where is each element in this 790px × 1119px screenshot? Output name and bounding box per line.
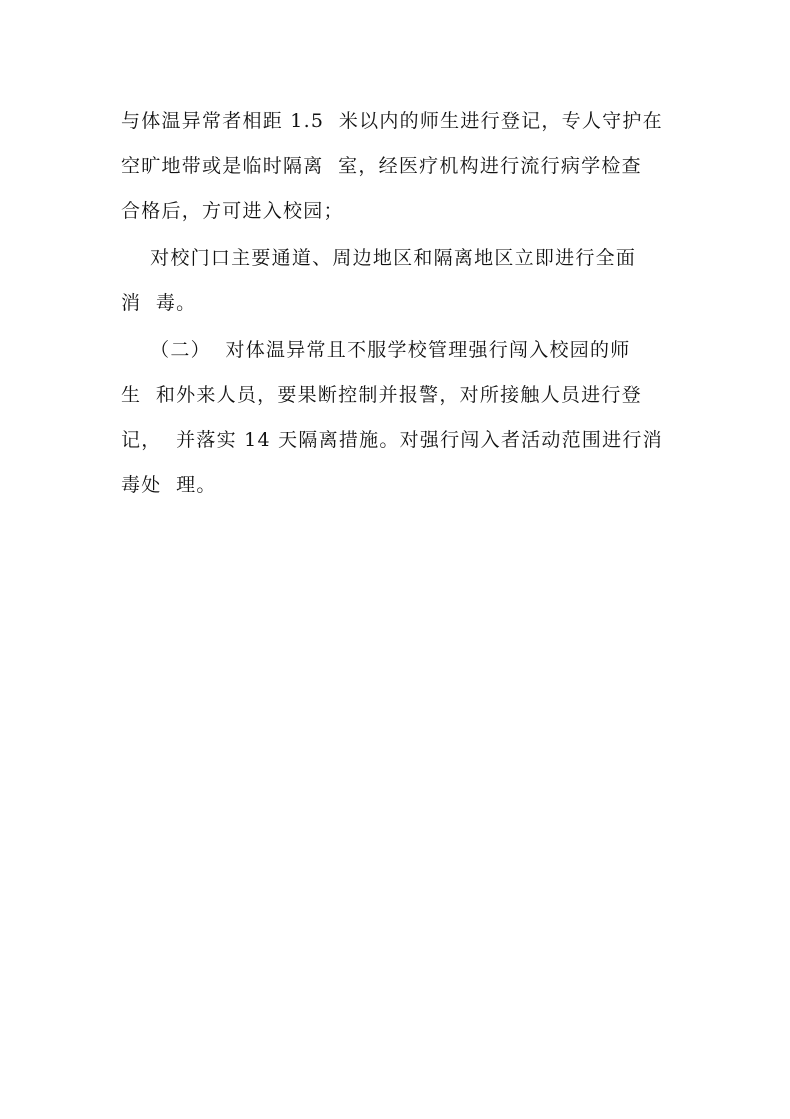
paragraph-line: 与体温异常者相距 1.5 米以内的师生进行登记，专人守护在 — [121, 110, 663, 132]
paragraph-section-two — [121, 328, 677, 508]
paragraph-line: 记， 并落实 14 天隔离措施。对强行闯入者活动范围进行消 — [121, 429, 663, 451]
paragraph-line: （二） 对体温异常且不服学校管理强行闯入校园的师 — [121, 339, 631, 361]
paragraph-line: 合格后，方可进入校园； — [121, 200, 344, 222]
paragraph-line: 消 毒。 — [121, 292, 197, 314]
paragraph-line: 毒处 理。 — [121, 474, 217, 496]
paragraph-disinfection — [121, 236, 677, 326]
paragraph-line: 空旷地带或是临时隔离 室，经医疗机构进行流行病学检查 — [121, 155, 642, 177]
document-body — [121, 99, 677, 508]
paragraph-line: 对校门口主要通道、周边地区和隔离地区立即进行全面 — [121, 247, 637, 269]
paragraph-line: 生 和外来人员，要果断控制并报警，对所接触人员进行登 — [121, 384, 642, 406]
paragraph-registration-and-isolation — [121, 99, 677, 234]
